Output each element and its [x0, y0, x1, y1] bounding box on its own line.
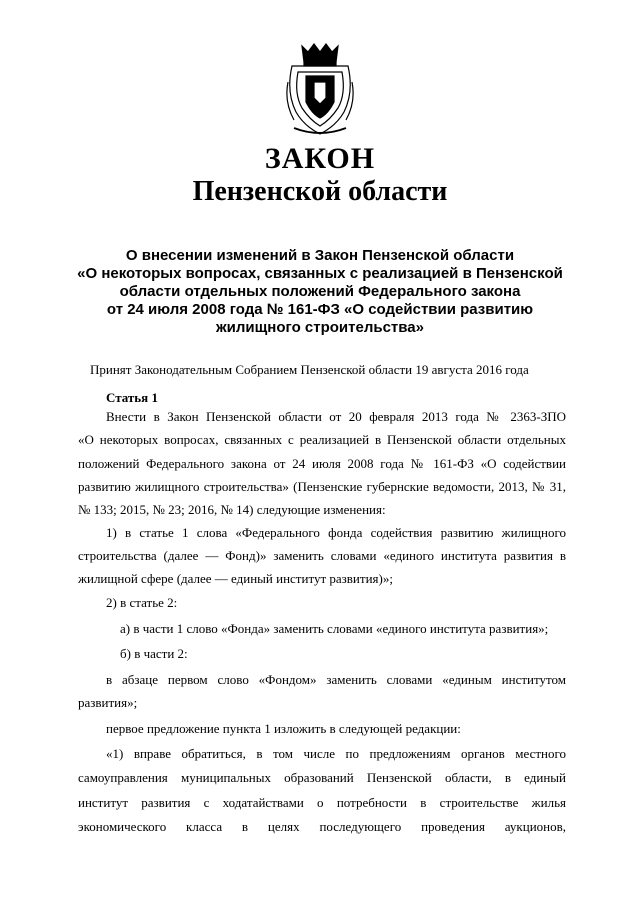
body-line: № 133; 2015, № 23; 2016, № 14) следующие изменения: — [78, 502, 386, 517]
law-heading-line: О внесении изменений в Закон Пензенской области — [125, 247, 515, 264]
body-line: 1) в статье 1 слова «Федерального фонда содействия развитию жилищного — [106, 525, 566, 540]
body-line: б) в части 2: — [120, 646, 188, 661]
law-heading-line: области отдельных положений Федерального закона — [119, 283, 521, 300]
body-line: «О некоторых вопросах, связанных с реализацией в Пензенской области отдельных — [78, 432, 566, 447]
body-line: строительства (далее — Фонд)» заменить словами «единого института развития в — [78, 548, 566, 563]
body-line: экономического класса в целях последующего проведения аукционов, — [78, 819, 566, 834]
body-line: институт развития с ходатайствами о потребности в строительстве жилья — [78, 795, 566, 810]
body-line: положений Федерального закона от 24 июля 2008 года № 161-ФЗ «О содействии — [78, 456, 566, 471]
body-line: развития»; — [78, 695, 138, 710]
body-line: развитию жилищного строительства» (Пензенские губернские ведомости, 2013, № 31, — [78, 479, 566, 494]
body-line: 2) в статье 2: — [106, 595, 178, 610]
document-subtitle-region: Пензенской области — [192, 176, 448, 207]
body-line: жилищной сфере (далее — единый институт развития)»; — [78, 571, 393, 586]
coat-of-arms-emblem — [284, 42, 356, 138]
body-line: а) в части 1 слово «Фонда» заменить словами «единого института развития»; — [120, 621, 549, 636]
body-line: «1) вправе обратиться, в том числе по предложениям органов местного — [106, 746, 566, 761]
document-title: ЗАКОН — [264, 142, 376, 175]
law-heading-line: «О некоторых вопросах, связанных с реализацией в Пензенской — [77, 265, 563, 282]
body-line: самоуправления муниципальных образований Пензенской области, в единый — [78, 770, 566, 785]
law-heading-line: от 24 июля 2008 года № 161-ФЗ «О содействии развитию — [106, 301, 534, 318]
body-line: первое предложение пункта 1 изложить в следующей редакции: — [106, 721, 461, 736]
body-line: в абзаце первом слово «Фондом» заменить словами «единым институтом — [106, 672, 566, 687]
article-title: Статья 1 — [106, 390, 158, 405]
adoption-note: Принят Законодательным Собранием Пензенской области 19 августа 2016 года — [90, 362, 529, 377]
law-heading-line: жилищного строительства» — [216, 319, 424, 336]
body-line: Внести в Закон Пензенской области от 20 февраля 2013 года № 2363-ЗПО — [106, 409, 566, 424]
